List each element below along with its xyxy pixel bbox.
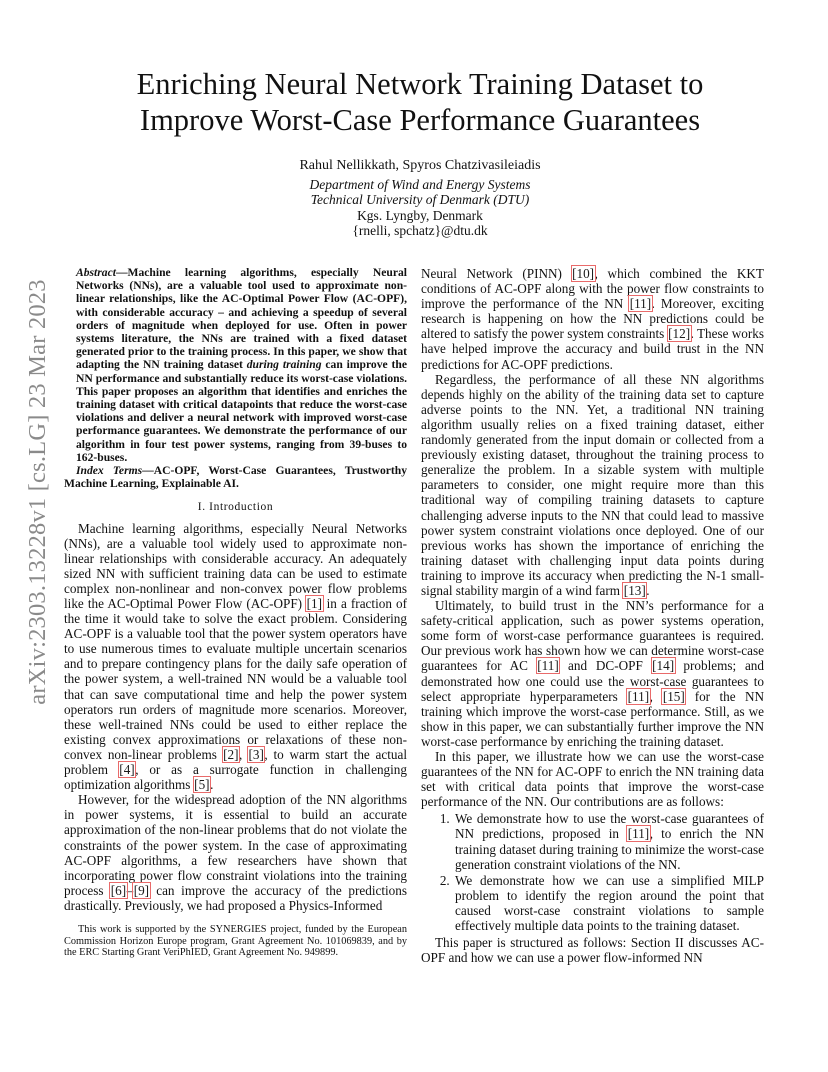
paper-title xyxy=(70,66,770,138)
citation-link[interactable]: [11] xyxy=(629,296,652,312)
affiliation-university: Technical University of Denmark (DTU) xyxy=(310,192,530,207)
abstract-lead: Abstract xyxy=(76,266,116,279)
index-terms xyxy=(64,464,407,490)
author-email: {rnelli, spchatz}@dtu.dk xyxy=(352,223,488,238)
right-paragraph-1: Neural Network (PINN) [10], which combined the KKT conditions of AC-OPF along with the power flow constraints to improve the performance of the NN [11]. Moreover, exciting research is happening on how the NN predictions could be altered to satisfy the power system constraints [12]. These works have helped improve the accuracy and build trust in the NN predictions for AC-OPF predictions. xyxy=(421,266,765,372)
citation-link[interactable]: [14] xyxy=(652,658,675,674)
intro-paragraph-1: Machine learning algorithms, especially Neural Networks (NNs), are a valuable tool widely used to approximate non-linear relationships with considerable accuracy. An adequately sized NN with sufficient training data can be used to estimate complex non-nonlinear and non-convex power flow problems like the AC-Optimal Power Flow (AC-OPF) [1] in a fraction of the time it would take to solve the exact problem. Considering AC-OPF is a valuable tool that the power system operators have to use numerous times to evaluate multiple uncertain scenarios and to prepare contingency plans for the daily safe operation of the power system, a well-trained NN would be a valuable tool that can save computational time and help the power system operators run orders of magnitude more scenarios. Moreover, these well-trained NNs could be used to either replace the existing convex approximations or relaxations of these non-convex non-linear problems [2], [3], to warm start the actual problem [4], or as a surrogate function in challenging optimization algorithms [5]. xyxy=(64,520,407,793)
abstract-text-2: can improve the NN performance and substantially reduce its worst-case violations. This paper proposes an algorithm that identifies and enriches the training dataset with critical datapoints that reduce the worst-case violations and deliver a neural network with improved worst-case performance guarantees. We demonstrate the performance of our algorithm in four test power systems, ranging from 39-buses to 162-buses. xyxy=(76,358,407,464)
intro-paragraph-2: However, for the widespread adoption of the NN algorithms in power systems, it is essential to build an accurate approximation of the non-linear problems that do not violate the constraints of the power system. In the case of approximating AC-OPF algorithms, a few researchers have shown that incorporating power flow constraint violations into the training process [6]–[9] can improve the accuracy of the predictions drastically. Previously, we had proposed a Physics-Informed xyxy=(64,792,407,913)
citation-link[interactable]: [10] xyxy=(572,266,595,281)
abstract-text-1: —Machine learning algorithms, especially Neural Networks (NNs), are a valuable tool used to approximate non-linear relationships, like the AC-Optimal Power Flow (AC-OPF), with considerable accuracy – and achieving a speedup of several orders of magnitude when deployed for use. Often in power systems literature, the NNs are trained with a fixed dataset generated prior to the training process. In this paper, we show that adapting the NN training dataset xyxy=(76,266,407,372)
affiliation-department: Department of Wind and Energy Systems xyxy=(309,176,531,192)
right-paragraph-2: Regardless, the performance of all these NN algorithms depends highly on the ability of the training data set to capture adverse points to the NN. Yet, a traditional NN training algorithm usually relies on a fixed training dataset, either randomly generated from the input domain or collected from a previously existing dataset, throughout the training process to generalize the problem. In a sizable system with multiple parameters to consider, one might require more than this traditional way of compiling training datasets to capture challenging adverse inputs to the NN that could lead to massive power system constraint violations once deployed. One of our previous works has shown the importance of enriching the training dataset with challenging input data points during training to improve its accuracy when predicting the N-1 small-signal stability margin of a wind farm [13]. xyxy=(421,371,764,598)
citation-link[interactable]: [6] xyxy=(110,882,127,898)
author-block xyxy=(70,158,770,239)
citation-link[interactable]: [13] xyxy=(623,582,646,598)
footnote: This work is supported by the SYNERGIES project, funded by the European Commission Horizon Europe program, Grant Agreement No. 101069839, and by the ERC Starting Grant VeriPhIED, Grant Agreement No. 949899. xyxy=(64,924,407,958)
arxiv-stamp: arXiv:2303.13228v1 [cs.LG] 23 Mar 2023 xyxy=(24,279,51,705)
list-item: 2. We demonstrate how we can use a simplified MILP problem to identify the region around the point that caused worst-case constraint violations to sample effectively multiple data points to the training dataset. xyxy=(453,873,764,933)
right-paragraph-4: In this paper, we illustrate how we can use the worst-case guarantees of the NN for AC-OPF to enrich the NN training data set with critical data points that improve the worst-case performance of the NN. Our contributions are as follows: xyxy=(421,749,764,810)
citation-link[interactable]: [12] xyxy=(668,326,691,342)
right-paragraph-3: Ultimately, to build trust in the NN’s performance for a safety-critical application, such as power systems operation, some form of worst-case performance guarantees is required. Our previous work has shown how we can determine worst-case guarantees for AC [11] and DC-OPF [14] problems; and demonstrated how one could use the worst-case guarantees to select appropriate hyperparameters [11], [15] for the NN training which improve the worst-case performance. Still, as we show in this paper, we can substantially further improve the NN worst-case performance by enriching the training dataset. xyxy=(421,598,765,749)
citation-link[interactable]: [2] xyxy=(223,746,239,762)
citation-link[interactable]: [4] xyxy=(119,762,135,778)
right-column xyxy=(421,266,764,965)
citation-link[interactable]: [11] xyxy=(537,658,559,674)
index-terms-lead: Index Terms xyxy=(76,464,143,478)
abstract xyxy=(76,266,407,464)
abstract-emphasis: during training xyxy=(246,358,322,372)
citation-link[interactable]: [3] xyxy=(248,746,264,762)
citation-link[interactable]: [11] xyxy=(627,688,650,704)
citation-link[interactable]: [1] xyxy=(306,596,323,612)
title-line-1: Enriching Neural Network Training Dataset to xyxy=(136,67,704,101)
title-line-2: Improve Worst-Case Performance Guarantees xyxy=(139,103,701,137)
contributions-list xyxy=(421,811,764,933)
author-names: Rahul Nellikkath, Spyros Chatzivasileiadis xyxy=(299,158,541,173)
affiliation-location: Kgs. Lyngby, Denmark xyxy=(357,207,483,223)
section-heading: I. Introduction xyxy=(197,501,274,514)
citation-link[interactable]: [9] xyxy=(133,882,150,898)
right-paragraph-5: This paper is structured as follows: Section II discusses AC-OPF and how we can use a power flow-informed NN xyxy=(421,935,764,966)
citation-link[interactable]: [11] xyxy=(627,826,650,842)
index-terms-text: —AC-OPF, Worst-Case Guarantees, Trustworthy Machine Learning, Explainable AI. xyxy=(64,464,407,491)
citation-link[interactable]: [5] xyxy=(194,777,210,793)
left-column xyxy=(64,266,407,913)
list-item: 1. We demonstrate how to use the worst-case guarantees of NN predictions, proposed in [11], to enrich the NN training dataset during training to minimize the worst-case generation constraint violations of the NN. xyxy=(453,811,764,871)
citation-link[interactable]: [15] xyxy=(662,688,685,704)
